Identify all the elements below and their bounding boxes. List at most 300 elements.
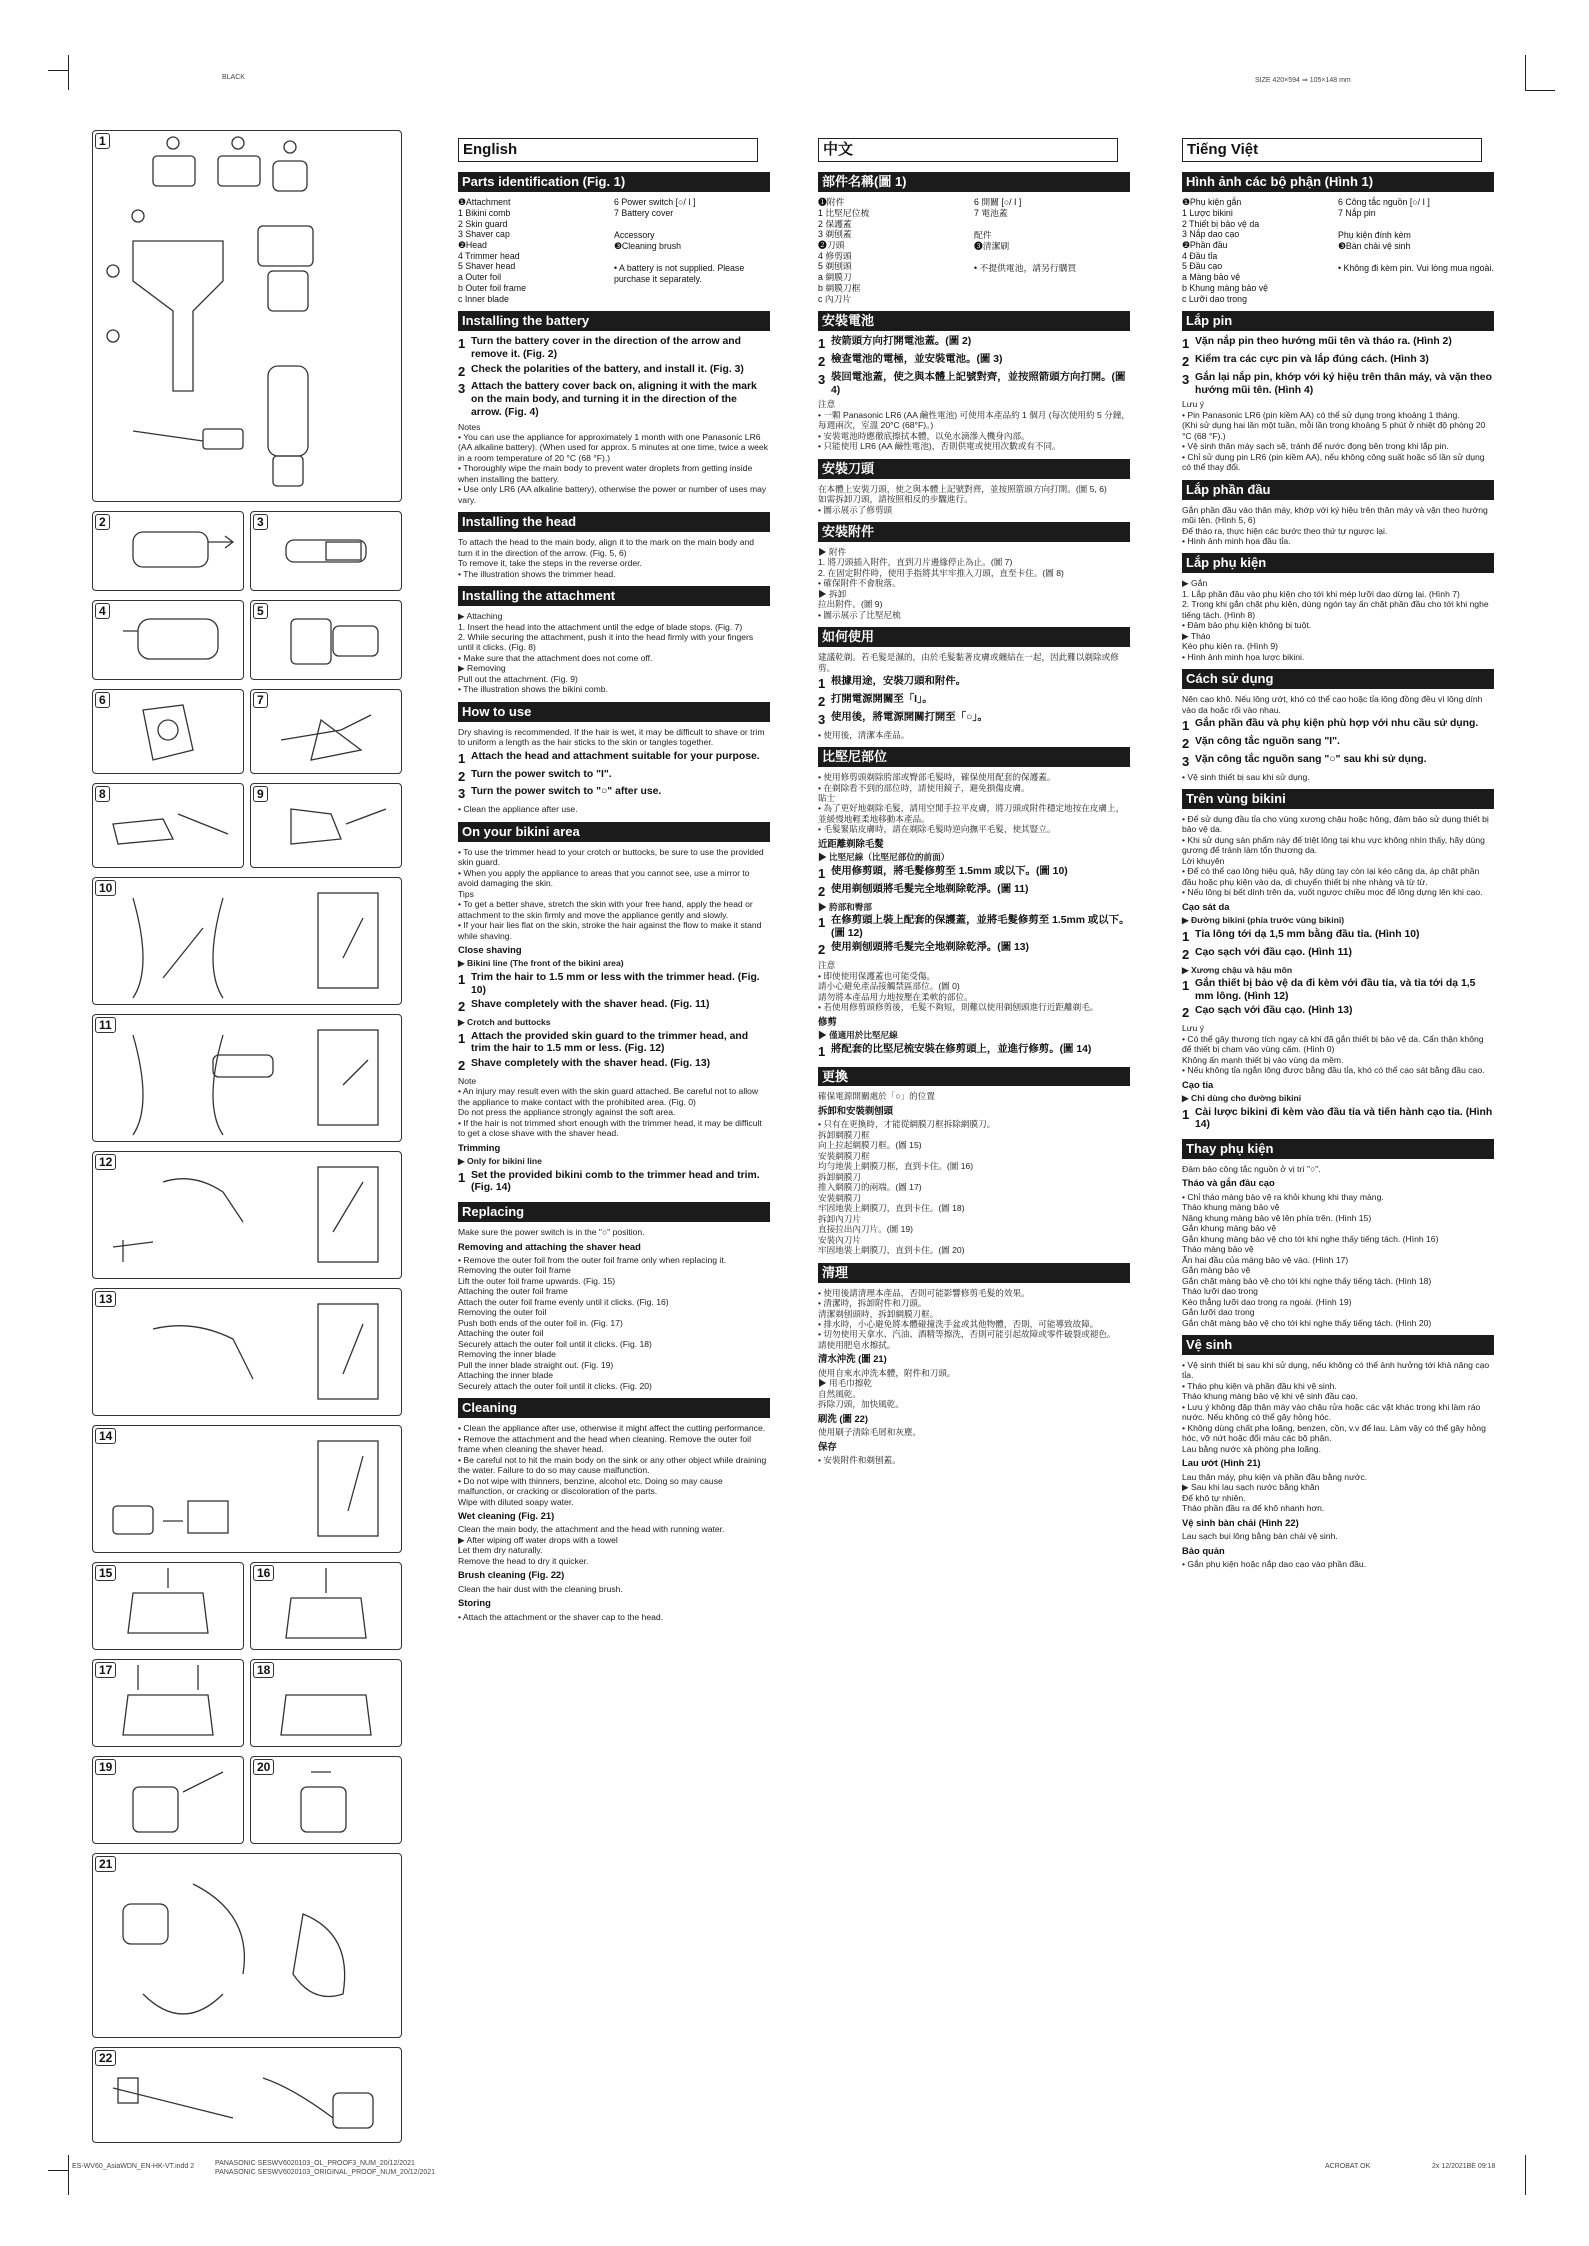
figure-7	[250, 689, 402, 774]
part-item: ❷刀頭	[818, 240, 845, 251]
step-text: 打開電源開關至「I」。	[831, 693, 933, 705]
step-number: 1	[818, 865, 826, 881]
part-item: 7 Battery cover	[614, 208, 674, 219]
step-text: Check the polarities of the battery, and install it. (Fig. 3)	[471, 363, 744, 375]
battery-title: 安裝電池	[818, 311, 1130, 331]
part-item: • A battery is not supplied. Please purchase it separately.	[614, 263, 745, 284]
storing-text: • Gắn phụ kiện hoặc nắp dao cạo vào phần đầu.	[1182, 1559, 1367, 1570]
trim-title: 修剪	[818, 1015, 837, 1027]
brush-text: Clean the hair dust with the cleaning brush.	[458, 1583, 623, 1594]
figure-number: 8	[95, 786, 110, 802]
part-item: 5 Đầu cạo	[1182, 261, 1223, 272]
figure-21	[92, 1853, 402, 2038]
parts-title: Parts identification (Fig. 1)	[458, 172, 770, 192]
step-text: 檢查電池的電極，並安裝電池。(圖 3)	[831, 354, 1003, 366]
step-text: Kiểm tra các cực pin và lắp đúng cách. (Hình 3)	[1195, 354, 1429, 366]
bikini-text: • To use the trimmer head to your crotch or buttocks, be sure to use the provided skin guard. • When you apply the appliance to areas that you cannot see, use a mirror to avoid damaging the skin. Tips • To get a better shave, stretch the skin with your free hand, apply the head or attachment to the skin firmly and move the appliance gently and slowly. • If your hair lies flat on the skin, stroke the hair against the flow to make it stand while shaving.	[458, 846, 764, 941]
step-text: Shave completely with the shaver head. (Fig. 13)	[471, 1058, 711, 1070]
part-item: ❶附件	[818, 197, 845, 208]
step-number: 2	[1182, 946, 1190, 962]
attach-title: 安裝附件	[818, 522, 1130, 542]
step-text: Set the provided bikini comb to the trimmer head and trim. (Fig. 14)	[471, 1169, 760, 1194]
step-number: 2	[818, 942, 826, 958]
part-item: 2 Thiết bị bảo vệ da	[1182, 218, 1260, 229]
replace-subtitle: 拆卸和安裝剃刨頭	[818, 1104, 894, 1116]
parts-left	[1182, 197, 1338, 304]
trim-title: Trimming	[458, 1141, 501, 1153]
step-text: Gắn lại nắp pin, khớp với ký hiệu trên thân máy, và vặn theo hướng mũi tên. (Hình 4)	[1195, 371, 1492, 396]
storing-text: • 安裝附件和剃刨蓋。	[818, 1455, 901, 1466]
part-item: 6 開關 [○/ I ]	[974, 197, 1022, 208]
bikini-title: Trên vùng bikini	[1182, 789, 1494, 809]
part-item: Phụ kiện đính kèm	[1338, 230, 1411, 241]
part-item: c Inner blade	[458, 293, 509, 304]
part-item: 3 剃刨蓋	[818, 229, 852, 240]
close-step	[458, 999, 770, 1015]
part-item: 6 Power switch [○/ I ]	[614, 197, 696, 208]
figure-15	[92, 1562, 244, 1650]
step-text: Attach the head and attachment suitable for your purpose.	[471, 750, 760, 762]
close-title: Cạo sát da	[1182, 900, 1230, 912]
step-text: Attach the provided skin guard to the trimmer head, and trim the hair to 1.5 mm or less. (Fig. 12)	[471, 1030, 749, 1055]
figure-number: 5	[253, 603, 268, 619]
figure-9	[250, 783, 402, 868]
part-item: ❶Attachment	[458, 197, 511, 208]
close-title: 近距離剃除毛髮	[818, 837, 884, 849]
battery-step	[458, 336, 770, 361]
step-text: 將配套的比堅尼梳安裝在修剪頭上，並進行修剪。(圖 14)	[831, 1043, 1092, 1055]
step-text: Vặn nắp pin theo hướng mũi tên và tháo ra. (Hình 2)	[1195, 336, 1452, 348]
part-item: 4 Trimmer head	[458, 250, 520, 261]
part-item	[614, 219, 770, 230]
how-note: • Vệ sinh thiết bị sau khi sử dụng.	[1182, 771, 1310, 782]
step-number: 1	[818, 1043, 826, 1059]
part-item: b 網膜刀框	[818, 282, 861, 293]
step-text: Turn the power switch to "I".	[471, 768, 612, 780]
how-step	[818, 676, 1130, 692]
head-text: 在本體上安裝刀頭，使之與本體上記號對齊，並按照箭頭方向打開。(圖 5, 6) 如需拆卸刀頭，請按照相反的步驟進行。 • 圖示展示了修剪頭	[818, 483, 1107, 515]
footer-date: 2x 12/2021BE 09:18	[1432, 2163, 1496, 2170]
part-item: ❸清潔刷	[974, 241, 1010, 252]
close-step-2	[458, 1031, 770, 1056]
figure-column	[92, 130, 402, 2152]
clean-text: • Clean the appliance after use, otherwise it might affect the cutting performance. • Remove the attachment and the head when cleaning. Remove the outer foil frame when cleaning the shaver head. • Be careful not to hit the main body on the sink or any other object while draining the water. Failure to do so may cause malfunction. • Do not wipe with thinners, benzine, alcohol etc. Doing so may cause malfunction, or cracking or discoloration of the parts. Wipe with diluted soapy water.	[458, 1423, 767, 1507]
close-step	[458, 972, 770, 997]
replace-title: Thay phụ kiện	[1182, 1139, 1494, 1159]
step-text: 使用後，將電源開關打開至「○」。	[831, 711, 988, 723]
crop-mark	[48, 70, 68, 71]
how-text: 建議乾剃。若毛髮是濕的，由於毛髮黏著皮膚或纏結在一起，因此難以剃除或修剪。	[818, 652, 1119, 673]
close-text-2: ▶ Xương chậu và hậu môn	[1182, 964, 1293, 975]
battery-title: Installing the battery	[458, 311, 770, 331]
crop-mark	[1525, 90, 1555, 91]
figure-number: 21	[95, 1856, 116, 1872]
part-item: 2 保護蓋	[818, 218, 852, 229]
part-item	[614, 252, 770, 263]
figure-number: 15	[95, 1565, 116, 1581]
how-note: • 使用後，清潔本產品。	[818, 729, 910, 740]
parts-list	[1182, 197, 1494, 304]
figure-10	[92, 877, 402, 1005]
clean-title: Cleaning	[458, 1398, 770, 1418]
close-step-2	[1182, 1005, 1494, 1021]
step-text: 使用剃刨頭將毛髮完全地剃除乾淨。(圖 13)	[831, 942, 1030, 954]
step-text: Attach the battery cover back on, aligning it with the mark on the main body, and turning it in the direction of the arrow. (Fig. 4)	[471, 381, 757, 418]
battery-step	[1182, 372, 1494, 397]
figure-3	[250, 511, 402, 591]
storing-title: Storing	[458, 1597, 491, 1609]
close-text-2: ▶ 胯部和臀部	[818, 901, 872, 912]
attach-text: ▶ Attaching 1. Insert the head into the attachment until the edge of blade stops. (Fig. 7) 2. While securing the attachment, push it into the head firmly with your fingers until it clicks. (Fig. 8) • Make sure that the attachment does not come off. ▶ Removing Pull out the attachment. (Fig. 9) • The illustration shows the bikini comb.	[458, 611, 754, 695]
part-item: 3 Shaver cap	[458, 229, 510, 240]
attach-title: Installing the attachment	[458, 586, 770, 606]
step-text: Turn the battery cover in the direction of the arrow and remove it. (Fig. 2)	[471, 336, 741, 360]
step-text: Turn the power switch to "○" after use.	[471, 786, 662, 798]
part-item: 4 Đầu tỉa	[1182, 250, 1218, 261]
head-text: To attach the head to the main body, align it to the mark on the main body and turn it in the direction of the arrow. (Fig. 5, 6) To remove it, take the steps in the reverse order. • The illustration shows the trimmer head.	[458, 537, 755, 579]
how-note: • Clean the appliance after use.	[458, 804, 578, 815]
part-item	[974, 252, 1130, 263]
figure-16	[250, 1562, 402, 1650]
wet-text: Lau thân máy, phụ kiện và phần đầu bằng nước. ▶ Sau khi lau sạch nước bằng khăn Để khô tự nhiên. Tháo phần đầu ra để khô nhanh hơn.	[1182, 1471, 1368, 1514]
figure-4	[92, 600, 244, 680]
figure-18	[250, 1659, 402, 1747]
how-step	[1182, 718, 1494, 734]
battery-step	[818, 336, 1130, 352]
clean-title: 清理	[818, 1263, 1130, 1283]
step-number: 2	[818, 693, 826, 709]
parts-title: Hình ảnh các bộ phận (Hình 1)	[1182, 172, 1494, 192]
close-title: Close shaving	[458, 944, 522, 956]
step-number: 1	[458, 750, 466, 766]
vietnamese-column	[1182, 138, 1494, 1573]
english-column	[458, 138, 770, 1625]
brush-title: Brush cleaning (Fig. 22)	[458, 1569, 565, 1581]
step-text: Gắn thiết bị bảo vệ da đi kèm với đầu tỉa, và tỉa tới dạ 1,5 mm lông. (Hình 12)	[1195, 978, 1476, 1002]
replace-body: • Chỉ tháo màng bảo vệ ra khỏi khung khi thay màng. Tháo khung màng bảo vệ Nâng khung màng bảo vệ lên phía trên. (Hình 15) Gắn khung màng bảo vệ Gắn khung màng bảo vệ cho tới khi nghe thấy tiếng tách. (Hình 16) Tháo màng bảo vệ Ấn hai đầu của màng bảo vệ vào. (Hình 17) Gắn màng bảo vệ Gắn chặt màng bảo vệ cho tới khi nghe thấy tiếng tách. (Hình 18) Tháo lưỡi dao trong Kéo thẳng lưỡi dao trong ra ngoài. (Hình 19) Gắn lưỡi dao trong Gắn chặt màng bảo vệ cho tới khi nghe thấy tiếng tách. (Hình 20)	[1182, 1191, 1439, 1328]
step-number: 3	[818, 371, 826, 387]
trim-text: ▶ 僅適用於比堅尼線	[818, 1030, 898, 1041]
replace-text: 確保電源開關處於「○」的位置	[818, 1091, 935, 1102]
figure-number: 14	[95, 1428, 116, 1444]
parts-left	[458, 197, 614, 304]
bikini-text: • 使用修剪頭剃除胯部或臀部毛髮時，確保使用配套的保護蓋。 • 在剃除看不到的部位時，請使用鏡子，避免損傷皮膚。 貼士 • 為了更好地剃除毛髮，請用空閒手拉平皮膚，將刀頭或附件穩定地按在皮膚上，並緩慢地輕柔地移動本產品。 • 毛髮緊貼皮膚時，請在剃除毛髮時逆向撫平毛髮，使其豎立。	[818, 772, 1125, 835]
battery-step	[818, 372, 1130, 397]
step-number: 3	[1182, 753, 1190, 769]
part-item: b Outer foil frame	[458, 282, 526, 293]
step-text: Cài lược bikini đi kèm vào đầu tỉa và tiến hành cạo tỉa. (Hình 14)	[1195, 1106, 1493, 1131]
replace-subtitle: Removing and attaching the shaver head	[458, 1240, 641, 1252]
head-title: Lắp phần đầu	[1182, 480, 1494, 500]
step-text: 使用剃刨頭將毛髮完全地剃除乾淨。(圖 11)	[831, 883, 1029, 895]
step-number: 2	[818, 354, 826, 370]
step-text: 根據用途，安裝刀頭和附件。	[831, 676, 967, 688]
figure-number: 7	[253, 692, 268, 708]
step-number: 2	[458, 1058, 466, 1074]
parts-left	[818, 197, 974, 304]
step-number: 2	[818, 883, 826, 899]
language-label: 中文	[818, 138, 1118, 162]
figure-number: 17	[95, 1662, 116, 1678]
how-step	[458, 751, 770, 767]
close-step	[818, 866, 1130, 882]
step-number: 2	[1182, 1005, 1190, 1021]
close-note: Lưu ý • Có thể gây thương tích ngay cả khi đã gắn thiết bị bảo vệ da. Cẩn thận không để thiết bị chạm vào vùng cấm. (Hình 0) Không ấn mạnh thiết bị vào vùng da mềm. • Nếu không tỉa ngắn lông được bằng đầu tỉa, khó có thể cạo sát bằng đầu cạo.	[1182, 1023, 1485, 1076]
wet-text: Clean the main body, the attachment and the head with running water. ▶ After wiping off water drops with a towel Let them dry naturally. Remove the head to dry it quicker.	[458, 1524, 725, 1566]
how-step	[1182, 736, 1494, 752]
clean-text: • Vệ sinh thiết bị sau khi sử dụng, nếu không có thể ảnh hưởng tới khả năng cạo tỉa. • Tháo phụ kiện và phần đầu khi vệ sinh. Tháo khung màng bảo vệ khi vệ sinh đầu cạo. • Lưu ý không đập thân máy vào chậu rửa hoặc các vật khác trong khi làm ráo nước. Nếu không có thể gây hỏng hóc. • Không dùng chất pha loãng, benzen, cồn, v.v để lau. Làm vậy có thể gây hỏng hóc, vỡ nứt hoặc đổi màu các bộ phận. Lau bằng nước xà phòng pha loãng.	[1182, 1359, 1490, 1454]
step-text: 按箭頭方向打開電池蓋。(圖 2)	[831, 336, 972, 348]
battery-step	[1182, 336, 1494, 352]
part-item	[1338, 252, 1494, 263]
how-step	[1182, 754, 1494, 770]
parts-illustration	[93, 131, 402, 501]
crop-mark	[1525, 55, 1526, 90]
trim-step	[818, 1044, 1130, 1060]
figure-number: 12	[95, 1154, 116, 1170]
black-mark: BLACK	[222, 74, 245, 81]
part-item: 5 剃刨頭	[818, 261, 852, 272]
how-step	[458, 769, 770, 785]
footer-proof-2: PANASONIC SESWV6020103_ORIGINAL_PROOF_NUM_20/12/2021	[215, 2169, 436, 2176]
step-number: 1	[818, 915, 826, 931]
how-step	[818, 694, 1130, 710]
bikini-title: 比堅尼部位	[818, 747, 1130, 767]
replace-subtitle: Tháo và gắn đầu cạo	[1182, 1177, 1275, 1189]
step-text: 使用修剪頭，將毛髮修剪至 1.5mm 或以下。(圖 10)	[831, 865, 1068, 877]
battery-notes: Lưu ý • Pin Panasonic LR6 (pin kiềm AA) có thể sử dụng trong khoảng 1 tháng. (Khi sử dụng hai lần một tuần, mỗi lần trong khoảng 5 phút ở nhiệt độ phòng 20 °C (68 °F).) • Vệ sinh thân máy sạch sẽ, tránh để nước đọng bên trong khi lắp pin. • Chỉ sử dụng pin LR6 (pin kiềm AA), nếu không công suất hoặc số lần sử dụng có thể thay đổi.	[1182, 399, 1486, 473]
step-text: Gắn phần đầu và phụ kiện phù hợp với nhu cầu sử dụng.	[1195, 718, 1479, 730]
figure-number: 10	[95, 880, 116, 896]
part-item: Accessory	[614, 230, 655, 241]
part-item: 7 Nắp pin	[1338, 208, 1376, 219]
how-title: How to use	[458, 702, 770, 722]
part-item: b Khung màng bảo vệ	[1182, 282, 1269, 293]
figure-number: 1	[95, 133, 110, 149]
part-item: 7 電池蓋	[974, 208, 1008, 219]
chinese-column	[818, 138, 1130, 1469]
how-title: 如何使用	[818, 627, 1130, 647]
part-item: 配件	[974, 230, 992, 241]
figure-6	[92, 689, 244, 774]
step-text: Vặn công tắc nguồn sang "I".	[1195, 735, 1340, 747]
close-step-2	[458, 1058, 770, 1074]
step-number: 1	[1182, 978, 1190, 993]
step-number: 2	[458, 999, 466, 1015]
close-note: 注意 • 即使使用保護蓋也可能受傷。 請小心避免產品接觸禁區部位。(圖 0) 請勿將本產品用力地按壓在柔軟的部位。 • 若使用修剪頭修剪後，毛髮不夠短，則難以使用剃刨頭進行近距離剃毛。	[818, 960, 1099, 1013]
replace-body: • Remove the outer foil from the outer foil frame only when replacing it. Removing the outer foil frame Lift the outer foil frame upwards. (Fig. 15) Attaching the outer foil frame Attach the outer foil frame evenly until it clicks. (Fig. 16) Removing the outer foil Push both ends of the outer foil in. (Fig. 17) Attaching the outer foil Securely attach the outer foil until it clicks. (Fig. 18) Removing the inner blade Pull the inner blade straight out. (Fig. 19) Attaching the inner blade Securely attach the outer foil until it clicks. (Fig. 20)	[458, 1254, 727, 1391]
storing-title: 保存	[818, 1440, 837, 1452]
figure-19	[92, 1756, 244, 1844]
step-number: 3	[458, 786, 466, 802]
step-text: 在修剪頭上裝上配套的保護蓋，並將毛髮修剪至 1.5mm 或以下。(圖 12)	[831, 915, 1130, 939]
step-number: 1	[1182, 1106, 1190, 1122]
battery-step	[458, 381, 770, 419]
size-mark: SIZE 420×594 ⇒ 105×148 mm	[1255, 77, 1351, 84]
language-label: English	[458, 138, 758, 162]
parts-right	[1338, 197, 1494, 304]
step-number: 1	[818, 336, 826, 352]
step-number: 3	[818, 711, 826, 727]
part-item: 6 Công tắc nguồn [○/ I ]	[1338, 197, 1430, 208]
figure-number: 6	[95, 692, 110, 708]
close-step-2	[818, 915, 1130, 940]
brush-title: 刷洗 (圖 22)	[818, 1412, 869, 1424]
close-text: ▶ Bikini line (The front of the bikini area)	[458, 958, 624, 969]
trim-title: Cạo tỉa	[1182, 1078, 1214, 1090]
figure-number: 18	[253, 1662, 274, 1678]
part-item: 2 Skin guard	[458, 218, 508, 229]
head-text: Gắn phần đầu vào thân máy, khớp với ký hiệu trên thân máy và vặn theo hướng mũi tên. (Hình 5, 6) Để tháo ra, thực hiện các bước theo thứ tự ngược lại. • Hình ảnh minh họa đầu tỉa.	[1182, 504, 1488, 546]
head-title: Installing the head	[458, 512, 770, 532]
close-text: ▶ Đường bikini (phía trước vùng bikini)	[1182, 915, 1345, 926]
close-step	[1182, 929, 1494, 945]
battery-notes: 注意 • 一顆 Panasonic LR6 (AA 鹼性電池) 可使用本產品約 1 個月 (每次使用約 5 分鐘，每週兩次，室溫 20°C (68°F)。) • 安裝電池時應徹底擦拭本體，以免水滴滲入機身內部。 • 只能使用 LR6 (AA 鹼性電池)，否則供電或使用次數或有不同。	[818, 399, 1130, 452]
part-item: ❸Cleaning brush	[614, 241, 682, 252]
step-number: 1	[1182, 928, 1190, 944]
part-item	[1338, 219, 1494, 230]
step-text: Vặn công tắc nguồn sang "○" sau khi sử dụng.	[1195, 753, 1427, 765]
trim-text: ▶ Chỉ dùng cho đường bikini	[1182, 1093, 1302, 1104]
trim-step	[1182, 1107, 1494, 1132]
how-text: Dry shaving is recommended. If the hair is wet, it may be difficult to shave or trim to uniform a length as the hair sticks to the skin or tangles together.	[458, 726, 765, 748]
bikini-text: • Để sử dụng đầu tỉa cho vùng xương chậu hoặc hông, đảm bảo sử dụng thiết bị bảo vệ da. • Khi sử dụng sản phẩm này để triệt lông tại khu vực không nhìn thấy, hãy dùng gương để tránh làm tổn thương da. Lời khuyên • Để có thể cạo lông hiệu quả, hãy dùng tay còn lại kéo căng da, áp chặt phần đầu hoặc phụ kiện vào da, di chuyển thiết bị nhẹ nhàng và từ từ. • Nếu lông bị bết dính trên da, vuốt ngược chiều mọc để lông dựng lên khi cạo.	[1182, 813, 1489, 898]
crop-mark	[48, 2170, 68, 2171]
trim-step	[458, 1170, 770, 1195]
figure-number: 20	[253, 1759, 274, 1775]
close-step-2	[818, 942, 1130, 958]
figure-17	[92, 1659, 244, 1747]
step-number: 1	[458, 971, 466, 987]
battery-step	[458, 364, 770, 380]
part-item: 1 Lược bikini	[1182, 207, 1233, 218]
figure-1	[92, 130, 402, 502]
step-number: 1	[458, 1030, 466, 1046]
part-item: a Màng bảo vệ	[1182, 272, 1241, 283]
figure-12	[92, 1151, 402, 1279]
figure-number: 22	[95, 2050, 116, 2066]
step-number: 1	[458, 336, 466, 352]
crop-mark	[68, 2155, 69, 2195]
wet-text: 使用自來水沖洗本體，附件和刀頭。 ▶ 用毛巾擦乾 自然風乾。 拆除刀頭，加快風乾。	[818, 1367, 956, 1410]
parts-list	[818, 197, 1130, 304]
trim-text: ▶ Only for bikini line	[458, 1156, 542, 1167]
footer-file: ES-WV60_AsiaWDN_EN-HK-VT.indd 2	[72, 2163, 195, 2170]
close-step	[1182, 947, 1494, 963]
close-step-2	[1182, 978, 1494, 1003]
clean-title: Vệ sinh	[1182, 1335, 1494, 1355]
crop-mark	[1525, 2155, 1526, 2195]
figure-11	[92, 1014, 402, 1142]
step-text: Shave completely with the shaver head. (Fig. 11)	[471, 999, 710, 1011]
how-step	[458, 786, 770, 802]
step-number: 3	[458, 381, 466, 397]
figure-number: 16	[253, 1565, 274, 1581]
how-text: Nên cạo khô. Nếu lông ướt, khó có thể cạo hoặc tỉa lông đồng đều vì lông dính vào da hoặc rối vào nhau.	[1182, 694, 1483, 715]
part-item: c Lưỡi dao trong	[1182, 293, 1247, 304]
part-item: ❸Bàn chải vệ sinh	[1338, 241, 1411, 252]
parts-list	[458, 197, 770, 304]
replace-title: 更換	[818, 1067, 1130, 1087]
battery-notes: Notes • You can use the appliance for approximately 1 month with one Panasonic LR6 (AA alkaline battery). (When used for approx. 5 minutes at one time, twice a week in a room temperature of 20 °C (68 °F).) • Thoroughly wipe the main body to prevent water droplets from getting inside when installing the battery. • Use only LR6 (AA alkaline battery), otherwise the power or number of uses may vary.	[458, 421, 768, 505]
how-step	[818, 712, 1130, 728]
crop-mark	[68, 55, 69, 90]
part-item: ❶Phụ kiện gắn	[1182, 197, 1242, 208]
step-text: 裝回電池蓋，使之與本體上記號對齊，並按照箭頭方向打開。(圖 4)	[831, 371, 1126, 396]
brush-text: Lau sạch bụi lông bằng bàn chải vệ sinh.	[1182, 1531, 1338, 1542]
step-text: Trim the hair to 1.5 mm or less with the trimmer head. (Fig. 10)	[471, 971, 760, 996]
language-label: Tiếng Việt	[1182, 138, 1482, 162]
part-item: • 不提供電池，請另行購買	[974, 263, 1077, 274]
close-text-2: ▶ Crotch and buttocks	[458, 1017, 551, 1028]
part-item: ❷Phần đầu	[1182, 240, 1228, 251]
figure-number: 9	[253, 786, 268, 802]
replace-body: • 只有在更換時，才能從網膜刀框拆除網膜刀。 拆卸網膜刀框 向上拉起網膜刀框。(圖 15) 安裝網膜刀框 均勻地裝上網膜刀框，直到卡住。(圖 16) 拆卸網膜刀 推入網膜刀的兩端。(圖 17) 安裝網膜刀 牢固地裝上網膜刀，直到卡住。(圖 18) 拆卸內刀片 直接拉出內刀片。(圖 19) 安裝內刀片 牢固地裝上網膜刀，直到卡住。(圖 20)	[818, 1119, 996, 1256]
part-item: 3 Nắp dao cạo	[1182, 229, 1240, 240]
step-text: Tỉa lông tới dạ 1,5 mm bằng đầu tỉa. (Hình 10)	[1195, 928, 1420, 940]
step-number: 3	[1182, 371, 1190, 387]
figure-22	[92, 2047, 402, 2143]
close-text: ▶ 比堅尼線（比堅尼部位的前面）	[818, 852, 950, 863]
part-item: 1 比堅尼位梳	[818, 207, 870, 218]
battery-step	[818, 354, 1130, 370]
replace-text: Đảm bảo công tắc nguồn ở vị trí "○".	[1182, 1163, 1321, 1174]
figure-number: 3	[253, 514, 268, 530]
figure-number: 2	[95, 514, 110, 530]
footer-acrobat: ACROBAT OK	[1325, 2163, 1371, 2170]
step-text: Cạo sạch với đầu cạo. (Hình 11)	[1195, 946, 1352, 958]
figure-14	[92, 1425, 402, 1553]
storing-title: Bảo quản	[1182, 1544, 1225, 1556]
storing-text: • Attach the attachment or the shaver cap to the head.	[458, 1611, 664, 1622]
part-item: 4 修剪頭	[818, 250, 852, 261]
battery-step	[1182, 354, 1494, 370]
part-item: ❷Head	[458, 240, 487, 251]
step-number: 1	[458, 1169, 466, 1185]
part-item: a 網膜刀	[818, 272, 852, 283]
figure-20	[250, 1756, 402, 1844]
step-number: 1	[1182, 336, 1190, 352]
wet-title: 清水沖洗 (圖 21)	[818, 1353, 887, 1365]
attach-text: ▶ Gắn 1. Lắp phần đầu vào phụ kiện cho tới khi mép lưỡi dao dừng lại. (Hình 7) 2. Trong khi gắn chặt phụ kiện, dùng ngón tay ấn chặt phần đầu cho tới khi nghe tiếng tách. (Hình 8) • Đảm bảo phụ kiện không bị tuột. ▶ Tháo Kéo phụ kiện ra. (Hình 9) • Hình ảnh minh họa lược bikini.	[1182, 578, 1489, 662]
head-title: 安裝刀頭	[818, 459, 1130, 479]
wet-title: Lau ướt (Hình 21)	[1182, 1457, 1261, 1469]
figure-number: 4	[95, 603, 110, 619]
attach-text: ▶ 附件 1. 將刀頭插入附件，直到刀片邊緣停止為止。(圖 7) 2. 在固定附件時，使用手指將其牢牢推入刀頭，直至卡住。(圖 8) • 確保附件不會脫落。 ▶ 拆卸 拉出附件。(圖 9) • 圖示展示了比堅尼梳	[818, 546, 1064, 620]
footer-proof-1: PANASONIC SESWV6020103_OL_PROOF3_NUM_20/12/2021	[215, 2160, 415, 2167]
part-item	[974, 219, 1130, 230]
step-text: Cạo sạch với đầu cạo. (Hình 13)	[1195, 1005, 1353, 1017]
figure-5	[250, 600, 402, 680]
how-title: Cách sử dụng	[1182, 669, 1494, 689]
part-item: c 內刀片	[818, 293, 852, 304]
clean-text: • 使用後請清理本產品，否則可能影響修剪毛髮的效果。 • 清潔時，拆卸附件和刀頭。 清潔剃刨頭時，拆卸網膜刀框。 • 排水時，小心避免將本體碰撞洗手盆或其他物體，否則，可能導致故障。 • 切勿使用天拿水、汽油、酒精等擦洗，否則可能引起故障或零件破裂或褪色。 請使用肥皂水擦拭。	[818, 1287, 1116, 1350]
replace-text: Make sure the power switch is in the "○" position.	[458, 1227, 645, 1238]
step-number: 1	[1182, 718, 1190, 734]
close-step	[818, 884, 1130, 900]
step-number: 1	[818, 676, 826, 692]
replace-title: Replacing	[458, 1202, 770, 1222]
step-number: 2	[458, 768, 466, 784]
step-number: 2	[458, 363, 466, 379]
step-number: 2	[1182, 735, 1190, 751]
figure-number: 19	[95, 1759, 116, 1775]
wet-title: Wet cleaning (Fig. 21)	[458, 1510, 555, 1521]
part-item: 1 Bikini comb	[458, 207, 511, 218]
figure-number: 11	[95, 1017, 116, 1033]
attach-title: Lắp phụ kiện	[1182, 553, 1494, 573]
figure-8	[92, 783, 244, 868]
